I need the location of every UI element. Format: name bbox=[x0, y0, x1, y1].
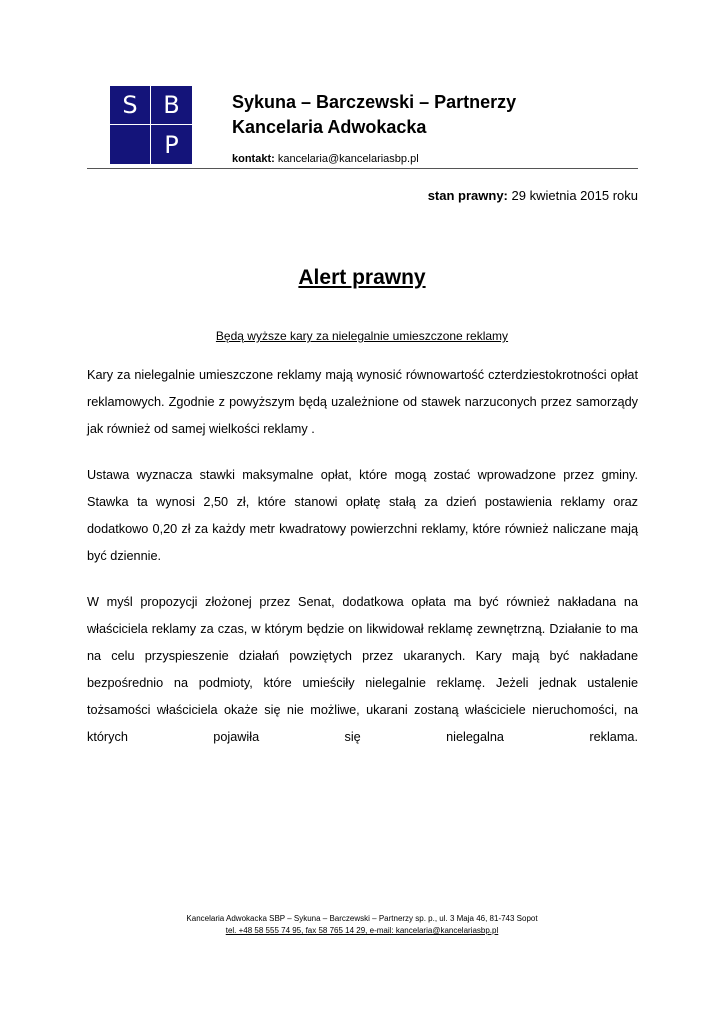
paragraph-3: W myśl propozycji złożonej przez Senat, dodatkowa opłata ma być również nakładana na właściciela reklamy za czas, w którym będzie on likwidował reklamę zewnętrzną. Działanie to ma na celu przyspieszenie działań powziętych przez ukaranych. Kary mają być nakładane bezpośrednio na podmioty, które umieściły nielegalnie reklamę. Jeżeli jednak ustalenie tożsamości właściciela okaże się nie możliwe, ukarani zostaną właściciele nieruchomości, na których pojawiła się nielegalna reklama. bbox=[87, 595, 638, 744]
sbp-logo bbox=[110, 86, 192, 164]
contact-email[interactable]: kancelaria@kancelariasbp.pl bbox=[277, 153, 419, 165]
page-title: Alert prawny bbox=[298, 266, 426, 289]
legal-status bbox=[428, 188, 638, 203]
document-body bbox=[87, 362, 638, 770]
firm-name-line1: Sykuna – Barczewski – Partnerzy bbox=[232, 92, 517, 112]
paragraph-2: Ustawa wyznacza stawki maksymalne opłat, które mogą zostać wprowadzone przez gminy. Stawka ta wynosi 2,50 zł, które stanowi opłatę stałą za dzień postawienia reklamy oraz dodatkowo 0,20 zł za każdy metr kwadratowy powierzchni reklamy, które również naliczane mają być dziennie. bbox=[87, 468, 638, 563]
firm-name bbox=[232, 90, 516, 140]
contact-line bbox=[232, 153, 419, 165]
legal-status-date: 29 kwietnia 2015 roku bbox=[511, 188, 638, 203]
logo-empty-cell bbox=[110, 125, 151, 164]
page-footer bbox=[0, 913, 724, 937]
logo-letter-p: P bbox=[164, 130, 179, 159]
legal-status-label: stan prawny: bbox=[427, 188, 508, 203]
footer-address: Kancelaria Adwokacka SBP – Sykuna – Barczewski – Partnerzy sp. p., ul. 3 Maja 46, 81-743 Sopot bbox=[186, 914, 538, 923]
logo-letter-s: S bbox=[110, 86, 151, 125]
paragraph-1: Kary za nielegalnie umieszczone reklamy mają wynosić równowartość czterdziestokrotności opłat reklamowych. Zgodnie z powyższym będą uzależnione od stawek narzuconych przez samorządy jak również od samej wielkości reklamy . bbox=[87, 368, 638, 436]
firm-name-line2: Kancelaria Adwokacka bbox=[232, 117, 427, 137]
logo-letter-b: B bbox=[151, 86, 192, 125]
contact-label: kontakt: bbox=[232, 153, 275, 165]
page-subtitle: Będą wyższe kary za nielegalnie umieszczone reklamy bbox=[215, 329, 509, 343]
footer-contact[interactable]: tel. +48 58 555 74 95, fax 58 765 14 29, e-mail: kancelaria@kancelariasbp.pl bbox=[225, 926, 499, 935]
header-divider bbox=[87, 168, 638, 169]
